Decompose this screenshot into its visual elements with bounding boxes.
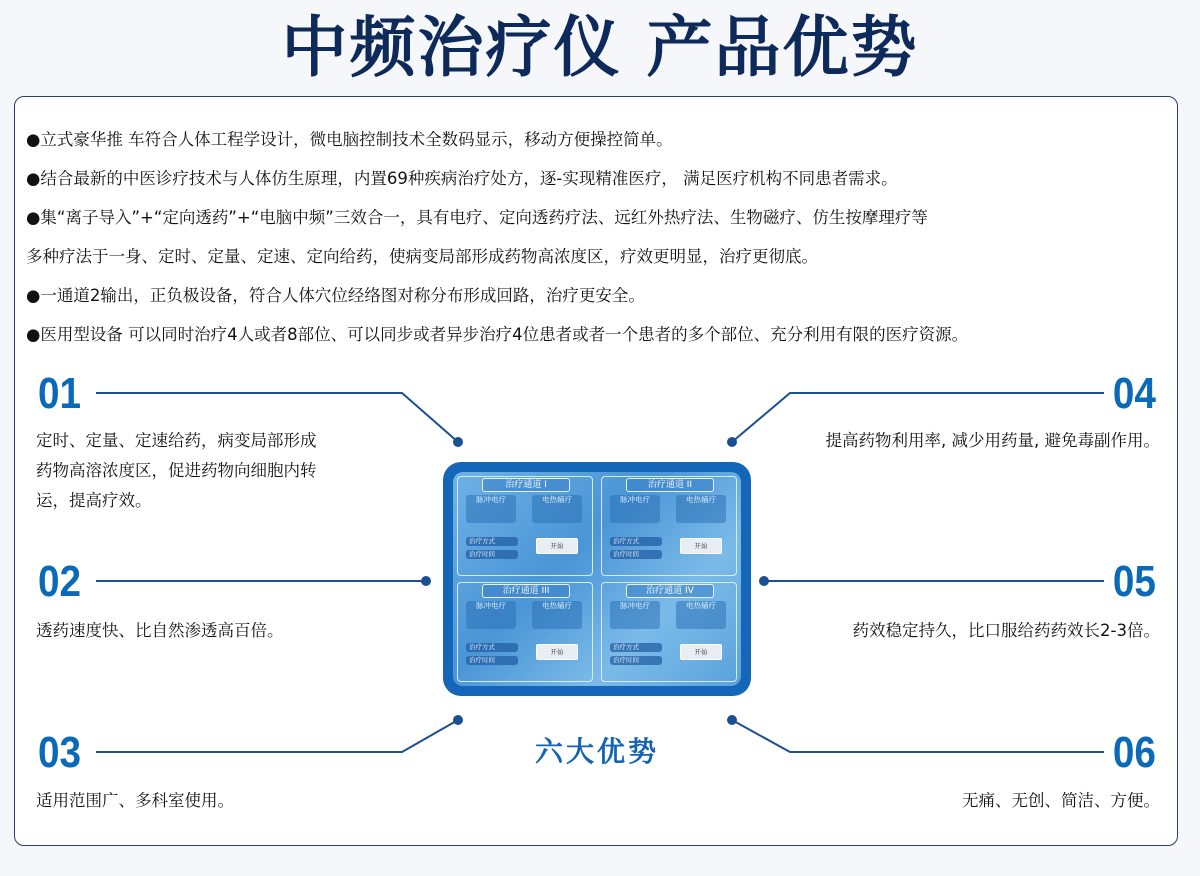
channel-panel (601, 476, 737, 576)
channel-title: 治疗通道 III (482, 584, 570, 598)
advantage-line: 定时、定量、定速给药，病变局部形成 (36, 431, 317, 450)
select-mode: 治疗方式 (610, 643, 662, 652)
connector-dot (727, 715, 737, 725)
feature-item: ●一通道2输出，正负极设备，符合人体穴位经络图对称分布形成回路，治疗更安全。 (26, 286, 645, 305)
advantage-number: 01 (38, 369, 82, 418)
channel-panel (601, 582, 737, 682)
advantage-line: 无痛、无创、简洁、方便。 (962, 791, 1160, 810)
connector-dot (453, 715, 463, 725)
feature-item: ●医用型设备 可以同时治疗4人或者8部位、可以同步或者异步治疗4位患者或者一个患者的多个部位、充分利用有限的医疗资源。 (26, 325, 969, 344)
channel-title: 治疗通道 I (482, 478, 570, 492)
start-button: 开始 (536, 644, 578, 660)
mode-right: 电热辅疗 (532, 601, 582, 629)
device-display (453, 472, 741, 686)
select-time: 治疗时间 (610, 550, 662, 559)
advantage-number: 06 (1112, 728, 1156, 777)
connector-03 (96, 720, 458, 752)
advantage-number: 03 (38, 728, 82, 777)
advantage-text (36, 426, 317, 516)
feature-item: ●集“离子导入”+“定向透药”+“电脑中频”三效合一，具有电疗、定向透药疗法、远红外热疗法、生物磁疗、仿生按摩理疗等 (26, 208, 928, 227)
connector-06 (732, 720, 1104, 752)
connector-dot (453, 437, 463, 447)
feature-item: ●立式豪华推 车符合人体工程学设计，微电脑控制技术全数码显示，移动方便操控简单。 (26, 130, 673, 149)
center-label: 六大优势 (534, 735, 659, 768)
mode-left: 脉冲电疗 (610, 601, 660, 629)
feature-item: 多种疗法于一身、定时、定量、定速、定向给药，使病变局部形成药物高浓度区，疗效更明显，治疗更彻底。 (26, 247, 818, 266)
advantage-text (36, 616, 284, 646)
advantage-line: 提高药物利用率, 减少用药量, 避免毒副作用。 (825, 431, 1160, 450)
mode-left: 脉冲电疗 (610, 495, 660, 523)
advantage-line: 药效稳定持久，比口服给药药效长2-3倍。 (852, 621, 1160, 640)
device-screen-image (443, 462, 751, 696)
select-time: 治疗时间 (466, 656, 518, 665)
select-time: 治疗时间 (610, 656, 662, 665)
connector-dot (421, 576, 431, 586)
start-button: 开始 (680, 538, 722, 554)
channel-title: 治疗通道 IV (626, 584, 714, 598)
channel-panel (457, 582, 593, 682)
advantage-number: 02 (38, 557, 82, 606)
select-time: 治疗时间 (466, 550, 518, 559)
mode-right: 电热辅疗 (532, 495, 582, 523)
advantage-text (962, 786, 1160, 816)
advantage-text (853, 616, 1160, 646)
channel-title: 治疗通道 II (626, 478, 714, 492)
connector-dot (727, 437, 737, 447)
advantage-line: 运，提高疗效。 (36, 491, 152, 510)
page-title: 中频治疗仪 产品优势 (281, 9, 919, 86)
feature-item: ●结合最新的中医诊疗技术与人体仿生原理，内置69种疾病治疗处方，逐-实现精准医疗， 满足医疗机构不同患者需求。 (26, 169, 898, 188)
start-button: 开始 (536, 538, 578, 554)
advantage-line: 适用范围广、多科室使用。 (36, 791, 234, 810)
mode-right: 电热辅疗 (676, 601, 726, 629)
advantage-line: 药物高溶浓度区，促进药物向细胞内转 (36, 461, 317, 480)
advantage-line: 透药速度快、比自然渗透高百倍。 (36, 621, 284, 640)
select-mode: 治疗方式 (466, 643, 518, 652)
mode-left: 脉冲电疗 (466, 601, 516, 629)
channel-panel (457, 476, 593, 576)
advantage-number: 05 (1112, 557, 1156, 606)
select-mode: 治疗方式 (466, 537, 518, 546)
connector-dot (759, 576, 769, 586)
advantage-number: 04 (1112, 369, 1156, 418)
advantage-text (36, 786, 234, 816)
start-button: 开始 (680, 644, 722, 660)
mode-left: 脉冲电疗 (466, 495, 516, 523)
select-mode: 治疗方式 (610, 537, 662, 546)
advantage-text (826, 426, 1160, 456)
mode-right: 电热辅疗 (676, 495, 726, 523)
